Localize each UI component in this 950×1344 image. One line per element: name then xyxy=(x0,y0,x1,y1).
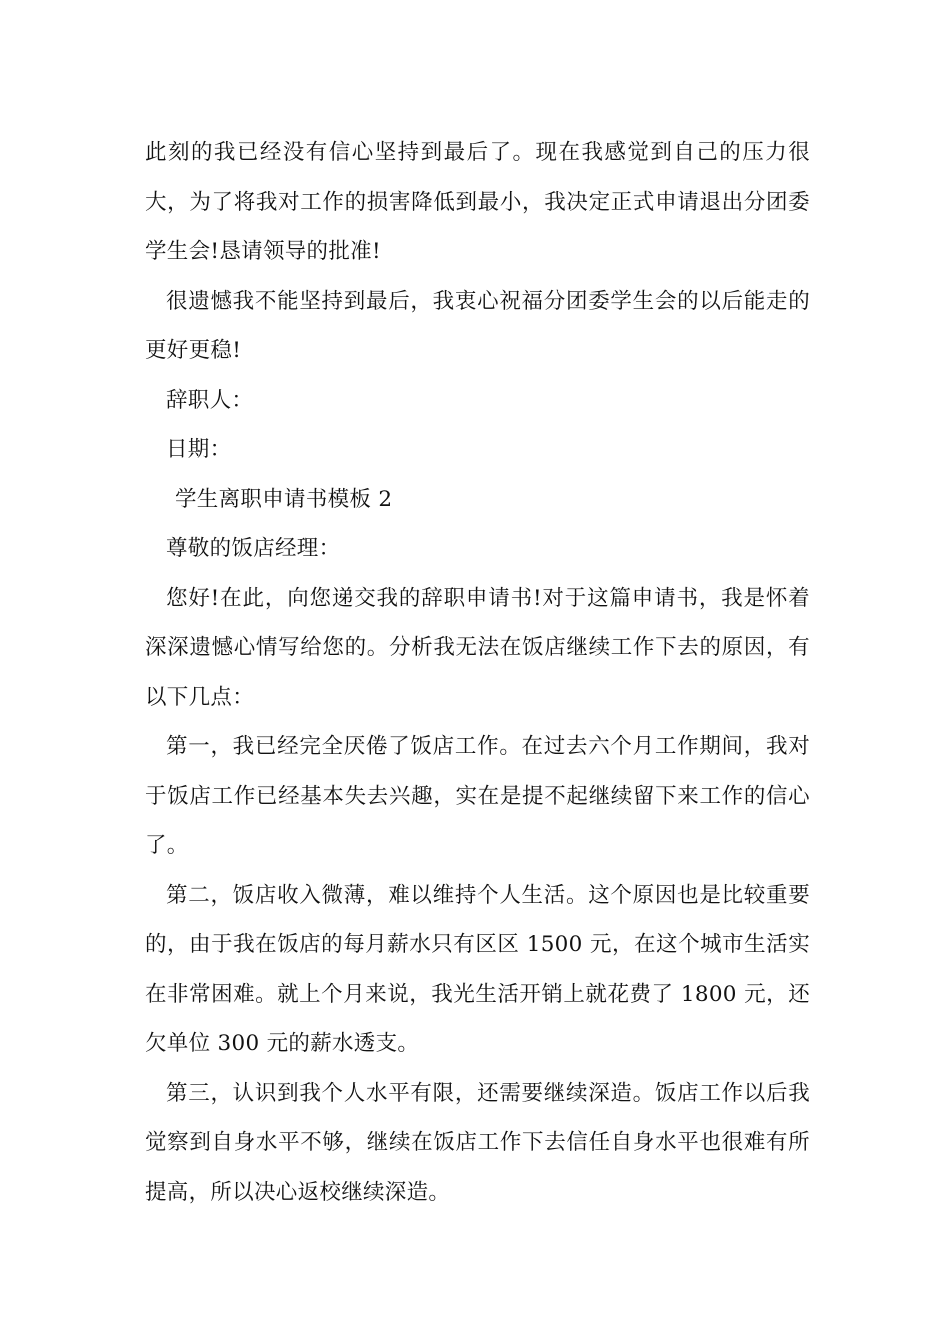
paragraph-reason-second: 第二，饭店收入微薄，难以维持个人生活。这个原因也是比较重要的，由于我在饭店的每月薪水只有区区 1500 元，在这个城市生活实在非常困难。就上个月来说，我光生活开销上就花费了 1800 元，还欠单位 300 元的薪水透支。 xyxy=(145,882,810,1056)
paragraph-greeting: 您好!在此，向您递交我的辞职申请书!对于这篇申请书，我是怀着深深遗憾心情写给您的。分析我无法在饭店继续工作下去的原因，有以下几点： xyxy=(145,585,810,710)
resigner-label: 辞职人： xyxy=(166,387,254,413)
paragraph-reason-first: 第一，我已经完全厌倦了饭店工作。在过去六个月工作期间，我对于饭店工作已经基本失去兴趣，实在是提不起继续留下来工作的信心了。 xyxy=(145,734,810,858)
paragraph-reason-third: 第三，认识到我个人水平有限，还需要继续深造。饭店工作以后我觉察到自身水平不够，继续在饭店工作下去信任自身水平也很难有所提高，所以决心返校继续深造。 xyxy=(145,1080,810,1205)
template-title: 学生离职申请书模板 2 xyxy=(175,486,393,512)
paragraph-farewell-wish: 很遗憾我不能坚持到最后，我衷心祝福分团委学生会的以后能走的更好更稳! xyxy=(145,288,810,363)
salutation: 尊敬的饭店经理： xyxy=(166,536,341,561)
document-body xyxy=(145,128,810,1217)
date-label: 日期： xyxy=(166,437,232,462)
paragraph-withdrawal-request: 此刻的我已经没有信心坚持到最后了。现在我感觉到自己的压力很大，为了将我对工作的损害降低到最小，我决定正式申请退出分团委学生会!恳请领导的批准! xyxy=(145,140,810,264)
